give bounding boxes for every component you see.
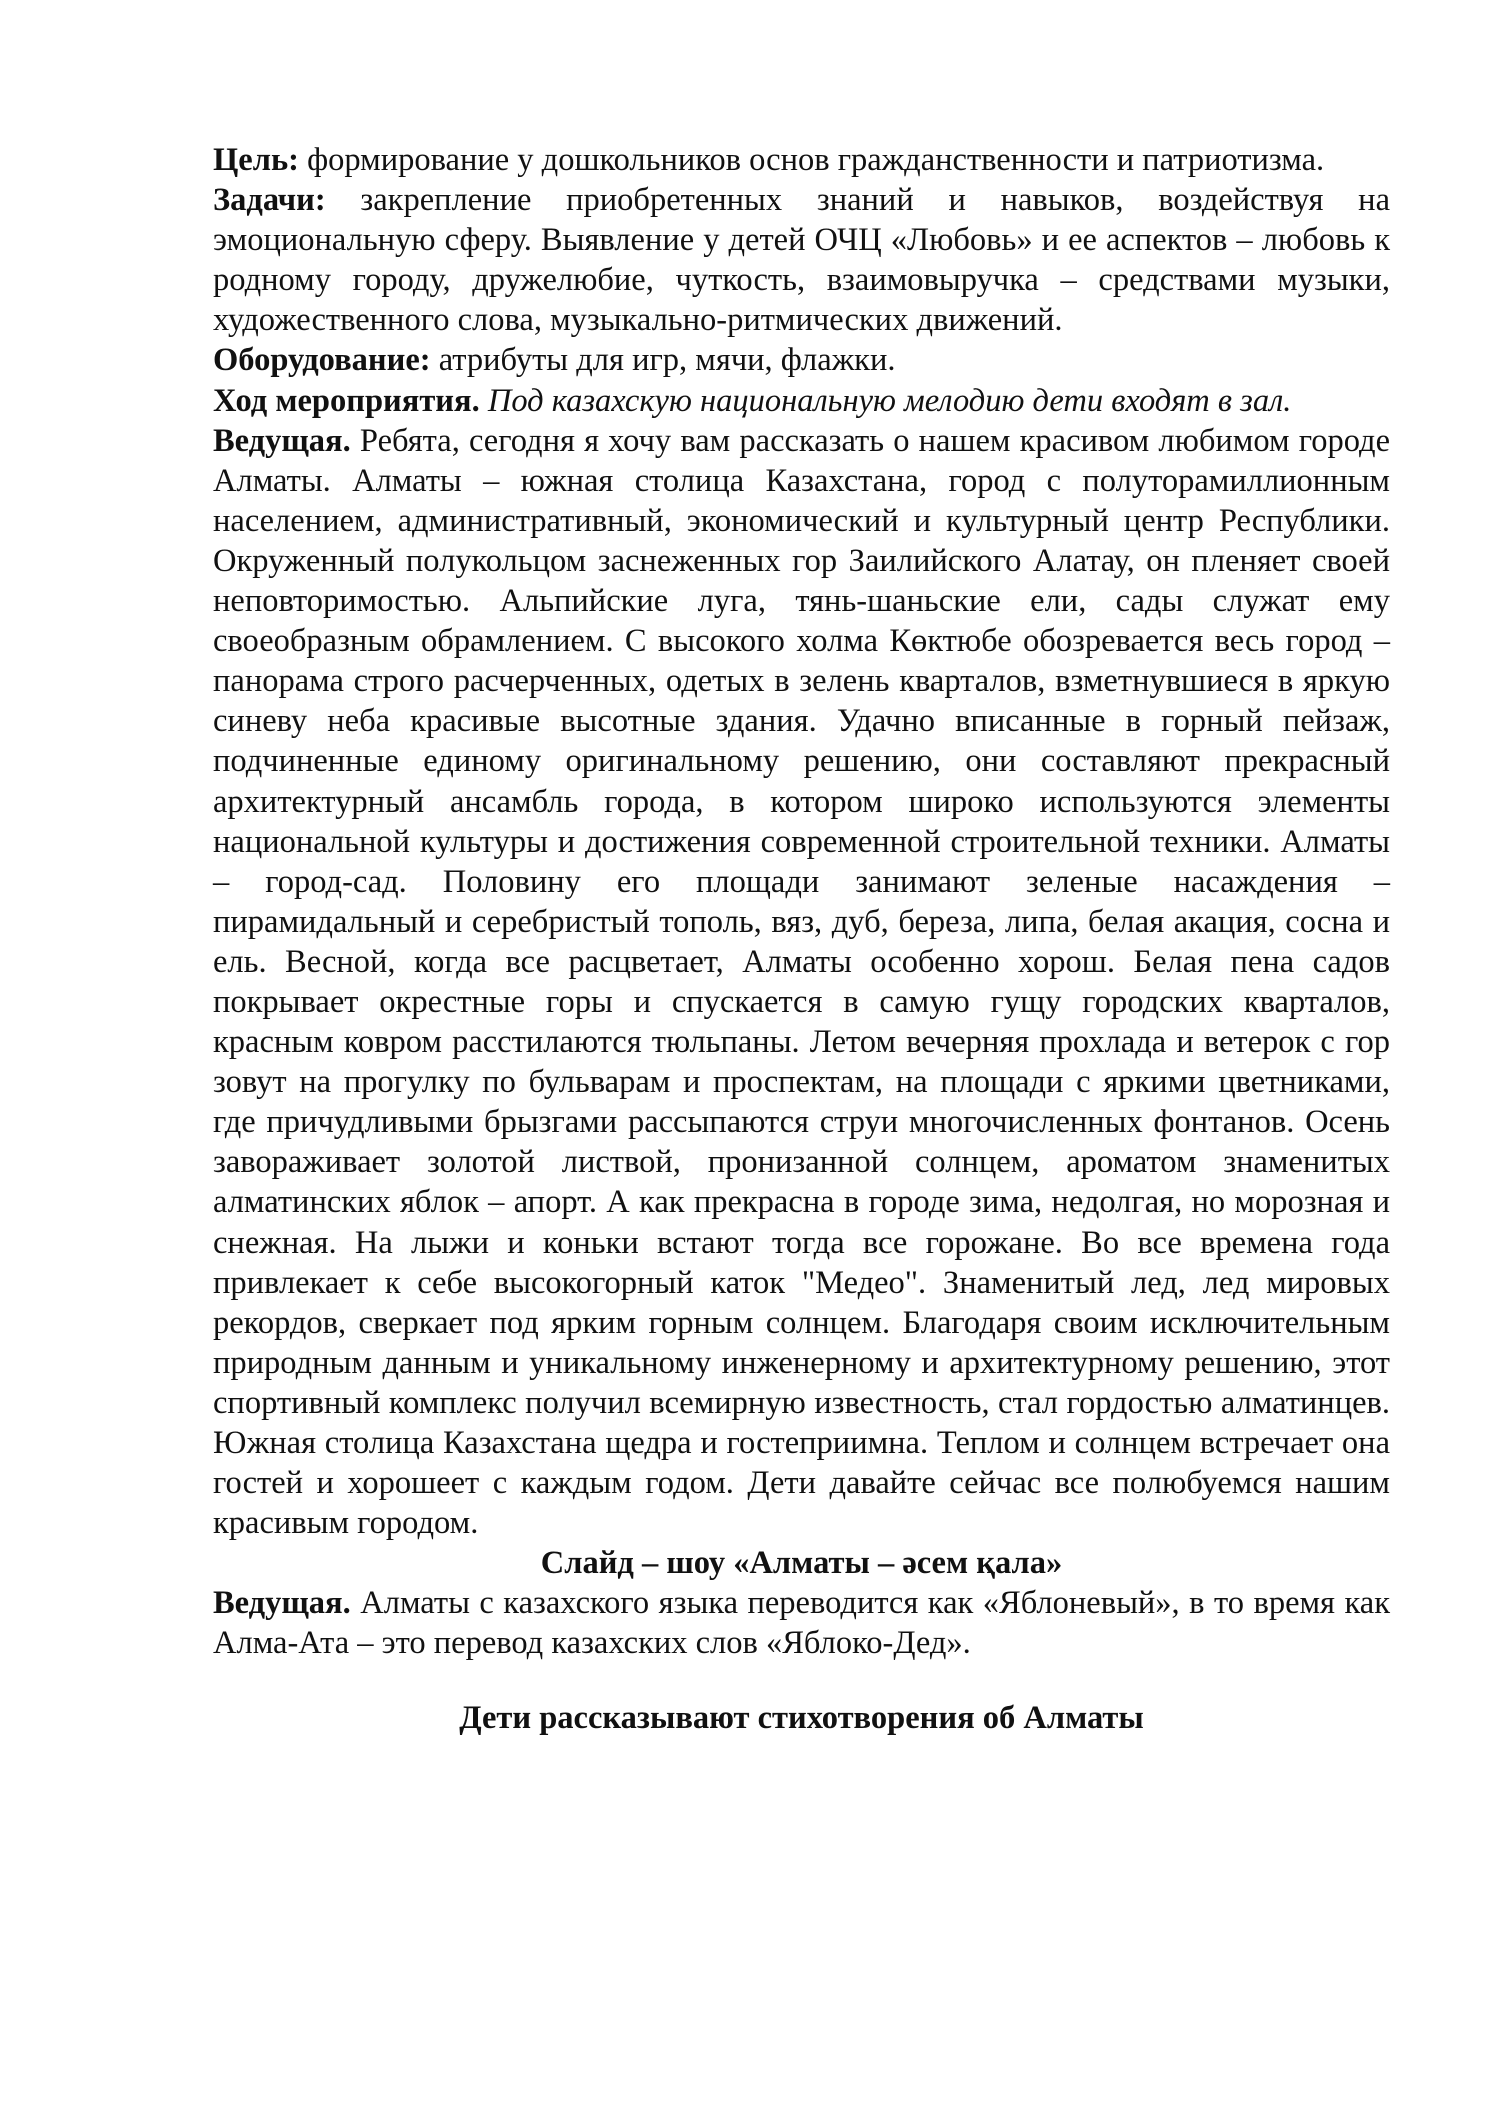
equipment-label: Оборудование: [213, 342, 431, 379]
host-speech-2-label: Ведущая. [213, 1585, 351, 1622]
goal-text: формирование у дошкольников основ гражданственности и патриотизма. [307, 142, 1325, 178]
poems-heading: Дети рассказывают стихотворения об Алматы [459, 1699, 1144, 1736]
tasks-paragraph [213, 180, 1390, 340]
document-body [213, 140, 1390, 1738]
host-speech-1-paragraph [213, 421, 1390, 1544]
equipment-paragraph [213, 340, 1390, 380]
slide-show-heading: Слайд – шоу «Алматы – әсем қала» [540, 1545, 1063, 1582]
course-text: Под казахскую национальную мелодию дети входят в зал. [487, 382, 1292, 419]
course-label: Ход мероприятия. [213, 382, 480, 419]
host-speech-2-text: Алматы с казахского языка переводится как «Яблоневый», в то время как Алма-Ата – это перевод казахских слов «Яблоко-Дед». [213, 1585, 1390, 1662]
course-paragraph [213, 381, 1390, 421]
host-speech-2-paragraph [213, 1583, 1390, 1663]
equipment-text: атрибуты для игр, мячи, флажки. [438, 342, 896, 379]
tasks-text: закрепление приобретенных знаний и навыков, воздействуя на эмоциональную сферу. Выявление у детей ОЧЦ «Любовь» и ее аспектов – любовь к родному городу, дружелюбие, чуткость, взаимовыручка – средствами музыки, художественного слова, музыкально-ритмических движений. [213, 182, 1390, 339]
host-speech-1-text: Ребята, сегодня я хочу вам рассказать о нашем красивом любимом городе Алматы. Алматы – южная столица Казахстана, город с полуторамиллионным населением, административный, экономический и культурный центр Республики. Окруженный полукольцом заснеженных гор Заилийского Алатау, он пленяет своей неповторимостью. Альпийские луга, тянь-шаньские ели, сады служат ему своеобразным обрамлением. С высокого холма Көктюбе обозревается весь город – панорама строго расчерченных, одетых в зелень кварталов, взметнувшиеся в яркую синеву неба красивые высотные здания. Удачно вписанные в горный пейзаж, подчиненные единому оригинальному решению, они составляют прекрасный архитектурный ансамбль города, в котором широко используются элементы национальной культуры и достижения современной строительной техники. Алматы – город-сад. Половину его площади занимают зеленые насаждения – пирамидальный и серебристый тополь, вяз, дуб, береза, липа, белая акация, сосна и ель. Весной, когда все расцветает, Алматы особенно хорош. Белая пена садов покрывает окрестные горы и спускается в самую гущу городских кварталов, красным ковром расстилаются тюльпаны. Летом вечерняя прохлада и ветерок с гор зовут на прогулку по бульварам и проспектам, на площади с яркими цветниками, где причудливыми брызгами рассыпаются струи многочисленных фонтанов. Осень завораживает золотой листвой, пронизанной солнцем, ароматом знаменитых алматинских яблок – апорт. А как прекрасна в городе зима, недолгая, но морозная и снежная. На лыжи и коньки встают тогда все горожане. Во все времена года привлекает к себе высокогорный каток "Медео". Знаменитый лед, лед мировых рекордов, сверкает под ярким горным солнцем. Благодаря своим исключительным природным данным и уникальному инженерному и архитектурному решению, этот спортивный комплекс получил всемирную известность, стал гордостью алматинцев. Южная столица Казахстана щедра и гостеприимна. Теплом и солнцем встречает она гостей и хорошеет с каждым годом. Дети давайте сейчас все полюбуемся нашим красивым городом. [213, 422, 1390, 1542]
spacer [213, 1664, 1390, 1698]
goal-paragraph [213, 140, 1390, 180]
goal-label: Цель: [213, 142, 299, 178]
host-speech-1-label: Ведущая. [213, 422, 351, 459]
tasks-label: Задачи: [213, 182, 326, 219]
